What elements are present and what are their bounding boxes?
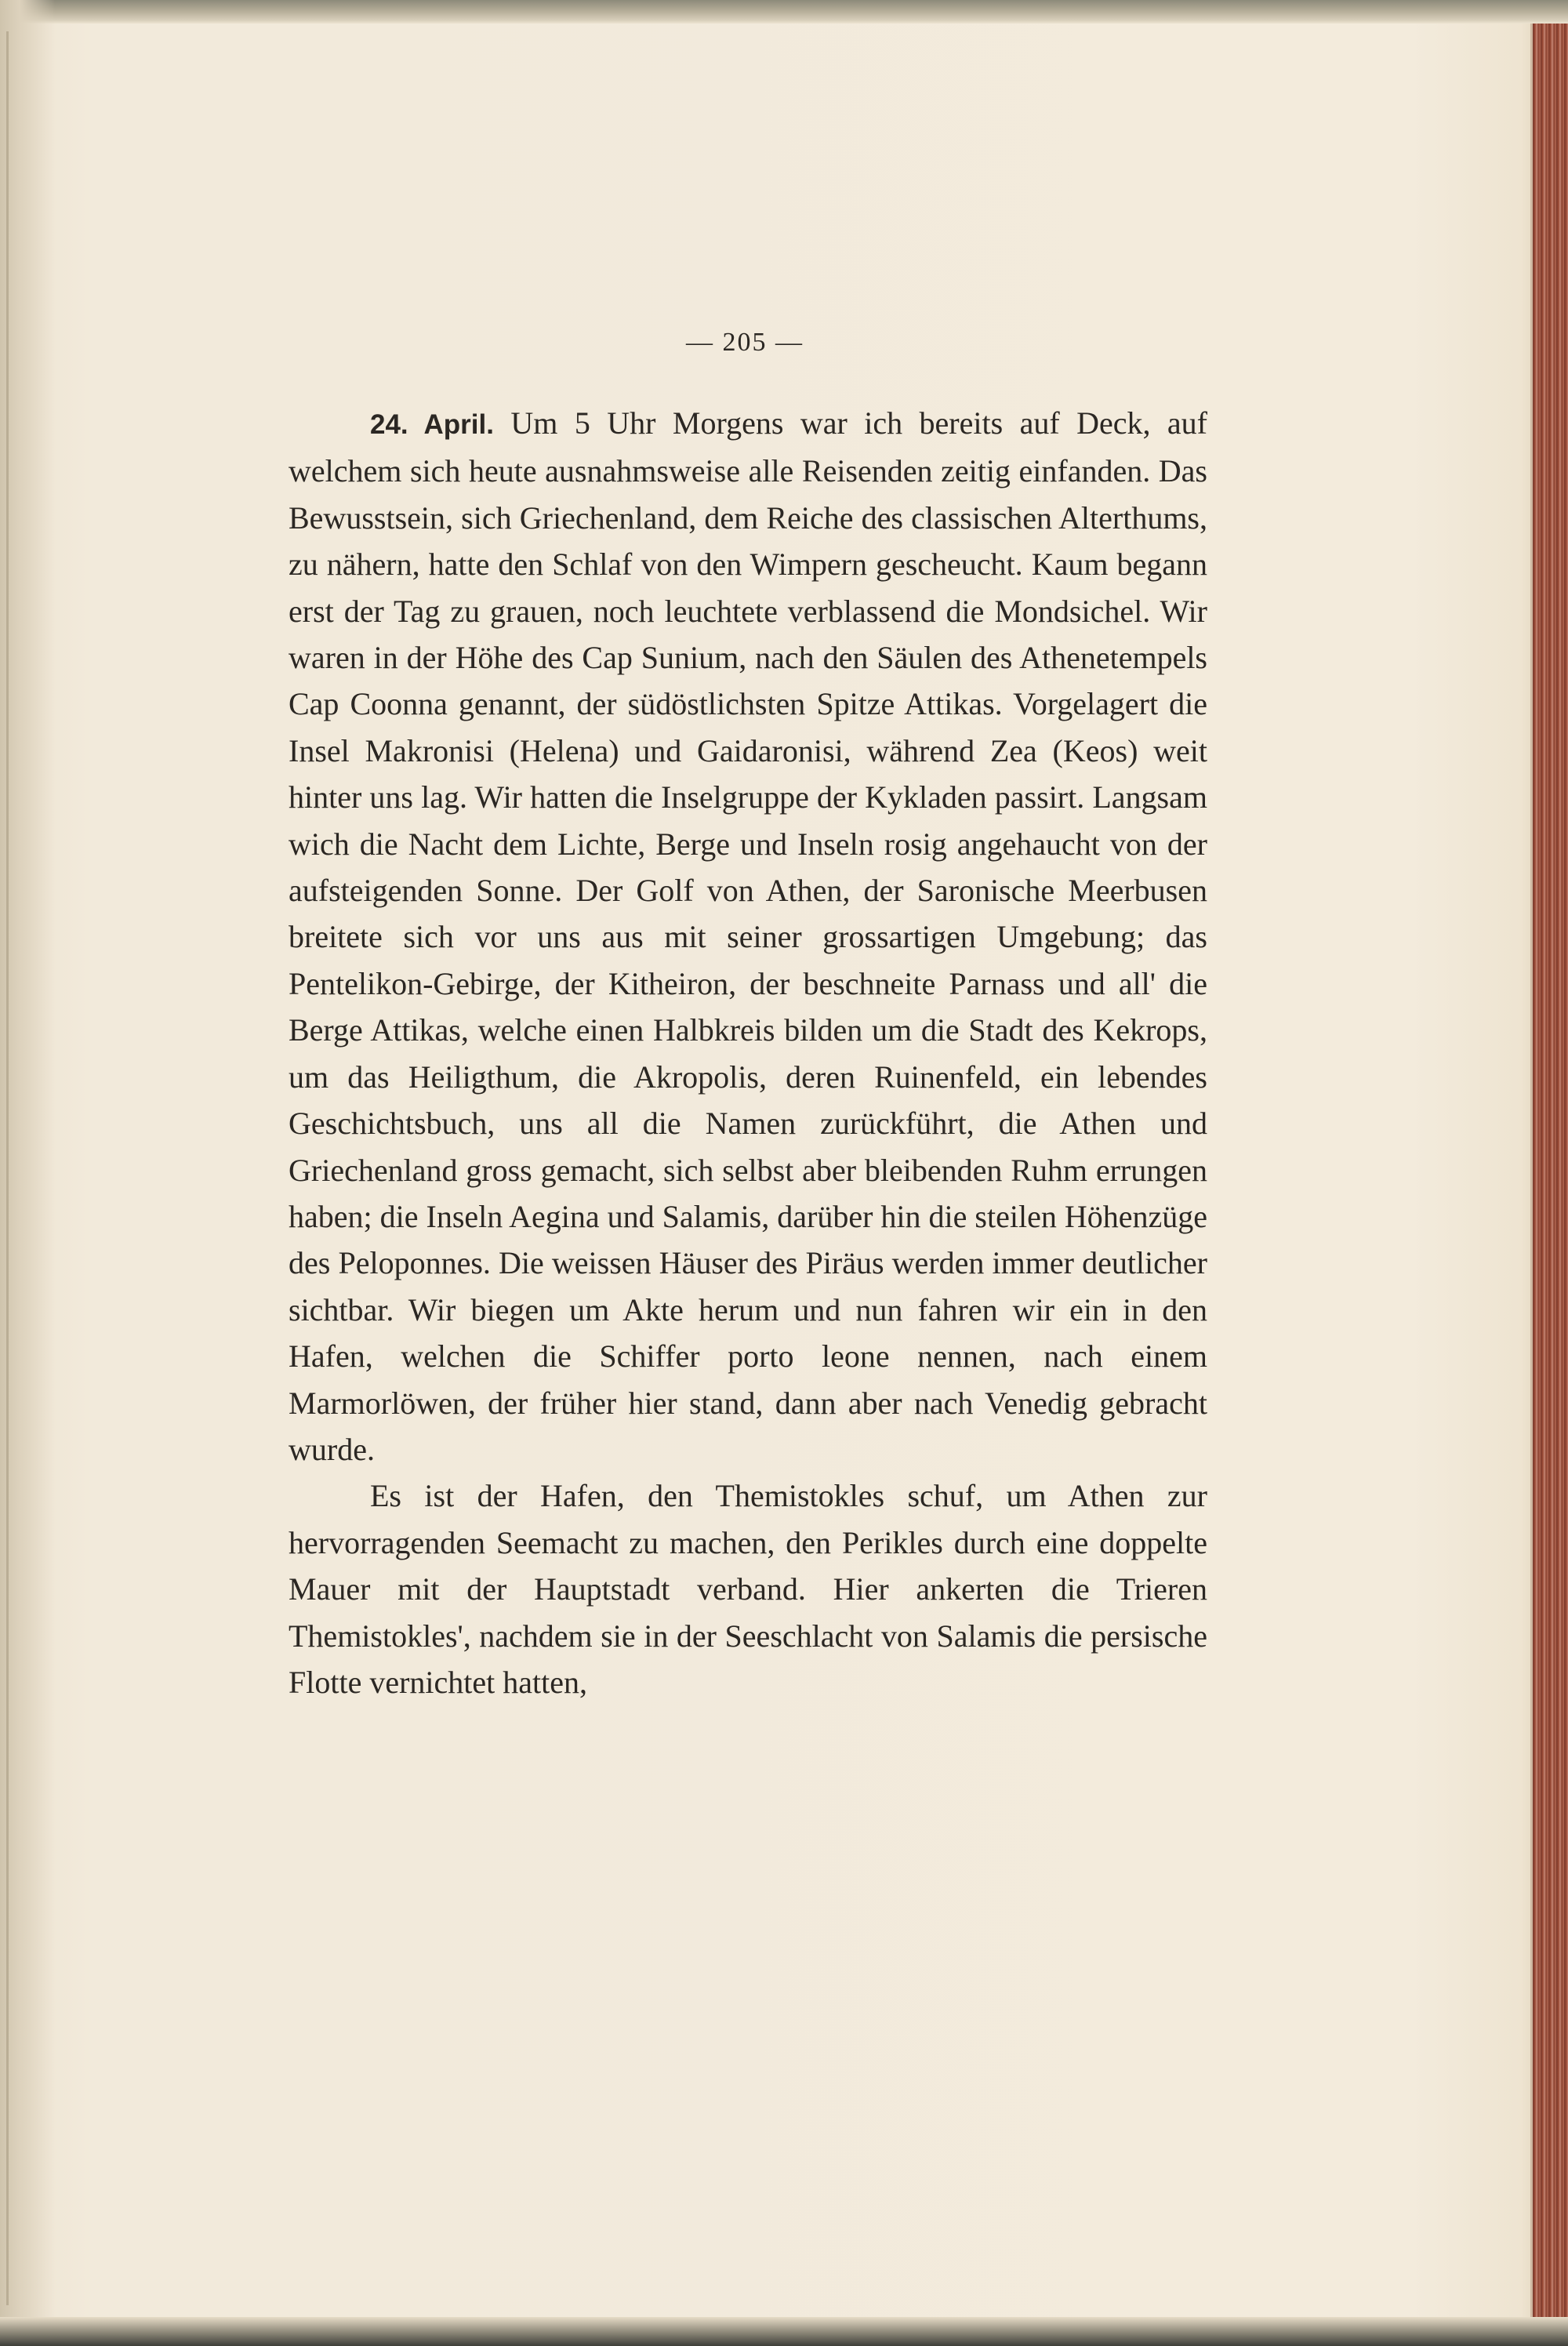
page-edges-red — [1533, 24, 1568, 2321]
page-top-edge — [0, 0, 1568, 24]
paragraph-1-text: Um 5 Uhr Morgens war ich bereits auf Deck, auf welchem sich heute ausnahmsweise alle Reisenden zeitig einfanden. Das Bewusstsein, sich Griechenland, dem Reiche des classischen Alterthums, zu nähern, hatte den Schlaf von den Wimpern gescheucht. Kaum begann erst der Tag zu grauen, noch leuchtete verblassend die Mondsichel. Wir waren in der Höhe des Cap Sunium, nach den Säulen des Athenetempels Cap Coonna genannt, der südöstlichsten Spitze Attikas. Vorgelagert die Insel Makronisi (Helena) und Gaidaronisi, während Zea (Keos) weit hinter uns lag. Wir hatten die Inselgruppe der Kykladen passirt. Langsam wich die Nacht dem Lichte, Berge und Inseln rosig angehaucht von der aufsteigenden Sonne. Der Golf von Athen, der Saronische Meerbusen breitete sich vor uns aus mit seiner grossartigen Umgebung; das Pentelikon-Gebirge, der Kitheiron, der beschneite Parnass und all' die Berge Attikas, welche einen Halbkreis bilden um die Stadt des Kekrops, um das Heiligthum, die Akropolis, deren Ruinenfeld, ein lebendes Geschichtsbuch, uns all die Namen zurückführt, die Athen und Griechenland gross gemacht, sich selbst aber bleibenden Ruhm errungen haben; die Inseln Aegina und Salamis, darüber hin die steilen Höhenzüge des Peloponnes. Die weissen Häuser des Piräus werden immer deutlicher sichtbar. Wir biegen um Akte herum und nun fahren wir ein in den Hafen, welchen die Schiffer porto leone nennen, nach einem Marmorlöwen, der früher hier stand, dann aber nach Venedig gebracht wurde. — [289, 405, 1208, 1467]
body-text — [289, 400, 1207, 1705]
entry-date: 24. April. — [370, 409, 494, 440]
paragraph-2: Es ist der Hafen, den Themistokles schuf, um Athen zur hervorragenden Seemacht zu machen, den Perikles durch eine doppelte Mauer mit der Hauptstadt verband. Hier ankerten die Trieren Themistokles', nachdem sie in der Seeschlacht von Salamis die persische Flotte vernichtet hatten, — [289, 1478, 1207, 1700]
page-number: — 205 — — [686, 328, 804, 357]
page-bottom-edge — [0, 2317, 1568, 2346]
gutter-line — [6, 31, 9, 2305]
paragraph-1 — [289, 400, 1207, 1473]
